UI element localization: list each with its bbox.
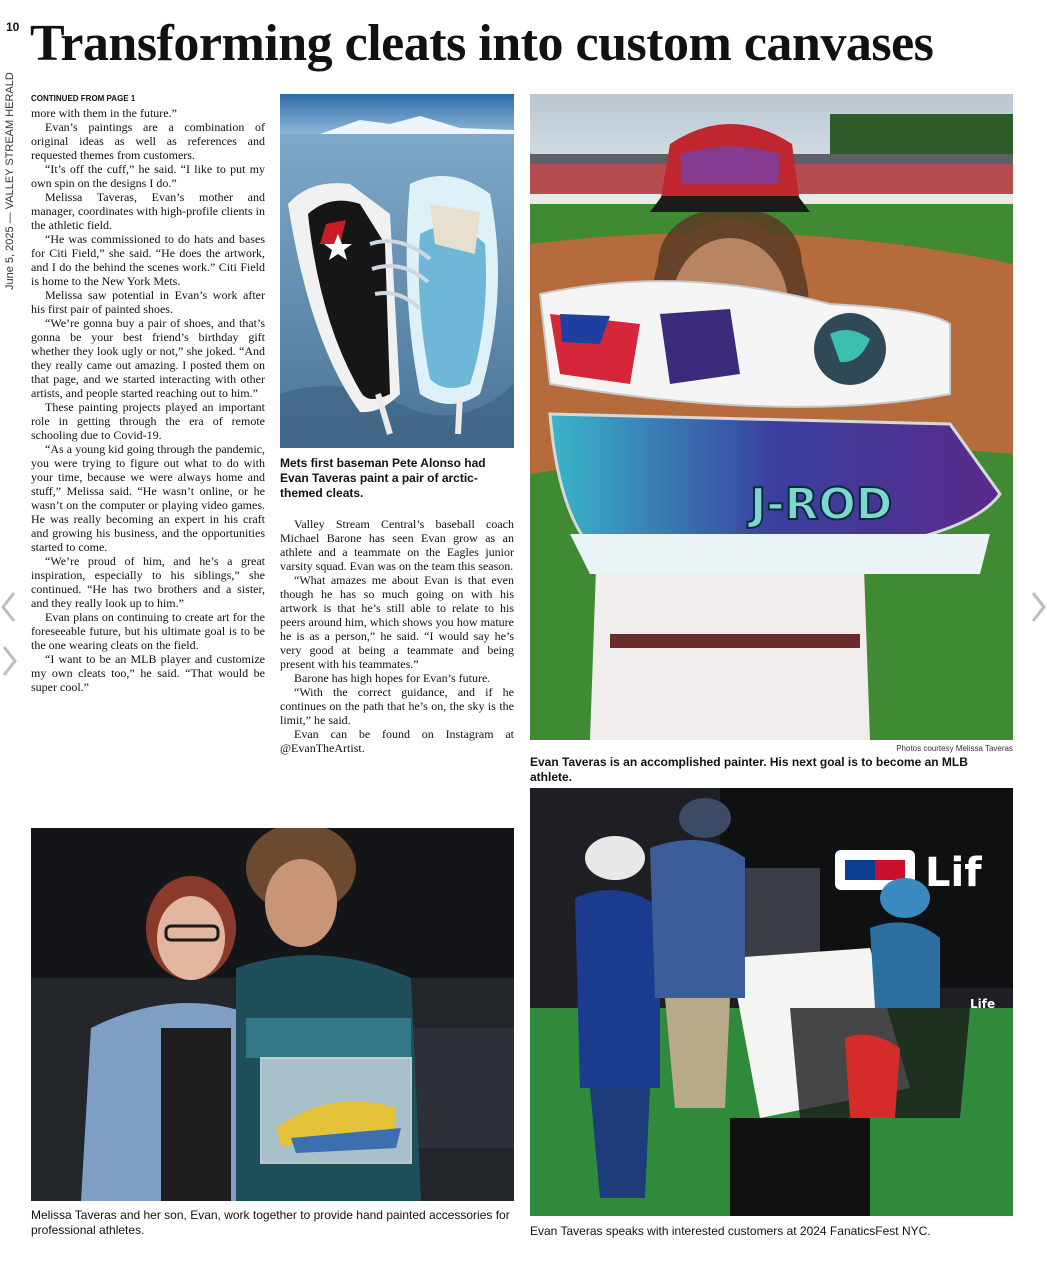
mlb-small-text: Life [970, 997, 996, 1011]
fanaticsfest-caption: Evan Taveras speaks with interested customers at 2024 FanaticsFest NYC. [530, 1224, 931, 1238]
paragraph: Evan plans on continuing to create art for the foreseeable future, but his ultimate goal is to be the one wearing cleats on the field. [31, 610, 265, 652]
evan-cleats-photo [530, 94, 1013, 740]
paragraph: more with them in the future.” [31, 106, 177, 120]
page-number: 10 [6, 20, 20, 34]
mother-son-caption: Melissa Taveras and her son, Evan, work together to provide hand painted accessories for professional athletes. [31, 1208, 510, 1237]
arctic-caption: Mets first baseman Pete Alonso had Evan Taveras paint a pair of arctic-themed cleats. [280, 456, 486, 500]
paragraph: “He was commissioned to do hats and bases for Citi Field,” she said. “He does the artwork, and I do the behind the scenes work.” Citi Field is home to the New York Mets. [31, 232, 265, 288]
headline: Transforming cleats into custom canvases [30, 15, 934, 72]
main-caption: Evan Taveras is an accomplished painter. His next goal is to become an MLB athlete. [530, 755, 968, 784]
mother-son-photo [31, 828, 514, 1201]
prev-page-arrow-icon[interactable] [0, 590, 18, 624]
mlb-sign-text: Lif [925, 850, 982, 896]
article-column-1 [31, 106, 265, 694]
paragraph: Evan can be found on Instagram at @EvanTheArtist. [280, 727, 514, 755]
next-page-arrow-icon[interactable] [1029, 590, 1047, 624]
paragraph: Melissa saw potential in Evan’s work after his first pair of painted shoes. [31, 288, 265, 316]
paragraph: Barone has high hopes for Evan’s future. [294, 671, 491, 685]
continued-label: CONTINUED FROM PAGE 1 [31, 94, 136, 103]
paragraph: Evan’s paintings are a combination of original ideas as well as references and requested themes from customers. [31, 120, 265, 162]
paragraph: “What amazes me about Evan is that even though he has so much going on with his artwork is that he’s still able to relate to his peers around him, which shows you how mature he is as a person,” he said. “I would say he’s very good at being a teammate and being present with his teammates.” [280, 573, 514, 671]
paragraph: “It’s off the cuff,” he said. “I like to put my own spin on the designs I do.” [31, 162, 265, 190]
paragraph: These painting projects played an important role in getting through the era of remote schooling due to Covid-19. [31, 400, 265, 442]
running-head: June 5, 2025 — VALLEY STREAM HERALD [4, 72, 16, 290]
paragraph: “As a young kid going through the pandemic, you were trying to figure out what to do with your time, because we were always home and stuff,” Melissa said. “He wasn’t online, or he wasn’t on the computer or playing video games. He was really becoming an expert in his craft and growing his business, and the opportunities started to come. [31, 442, 265, 554]
arctic-cleats-photo [280, 94, 514, 448]
paragraph: “We’re gonna buy a pair of shoes, and that’s gonna be your best friend’s birthday gift whether they look ugly or not,” she joked. “And they really came out amazing. I posted them on that page, and we started interacting with other artists, and people started reaching out to him.” [31, 316, 265, 400]
jrod-text: J-ROD [750, 479, 893, 530]
paragraph: “We’re proud of him, and he’s a great inspiration, especially to his siblings,” she continued. “He has two brothers and a sister, and they really look up to him.” [31, 554, 265, 610]
paragraph: Melissa Taveras, Evan’s mother and manager, coordinates with high-profile clients in the athletic field. [31, 190, 265, 232]
paragraph: Valley Stream Central’s baseball coach Michael Barone has seen Evan grow as an athlete and a teammate on the Eagles junior varsity squad. Evan was on the team this season. [280, 517, 514, 573]
paragraph: “With the correct guidance, and if he continues on the path that he’s on, the sky is the limit,” he said. [280, 685, 514, 727]
prev-page-arrow-lower-icon[interactable] [0, 644, 18, 678]
photo-credit: Photos courtesy Melissa Taveras [896, 744, 1013, 753]
paragraph: “I want to be an MLB player and customize my own cleats too,” he said. “That would be super cool.” [31, 652, 265, 694]
fanaticsfest-photo [530, 788, 1013, 1216]
article-column-2 [280, 517, 514, 755]
